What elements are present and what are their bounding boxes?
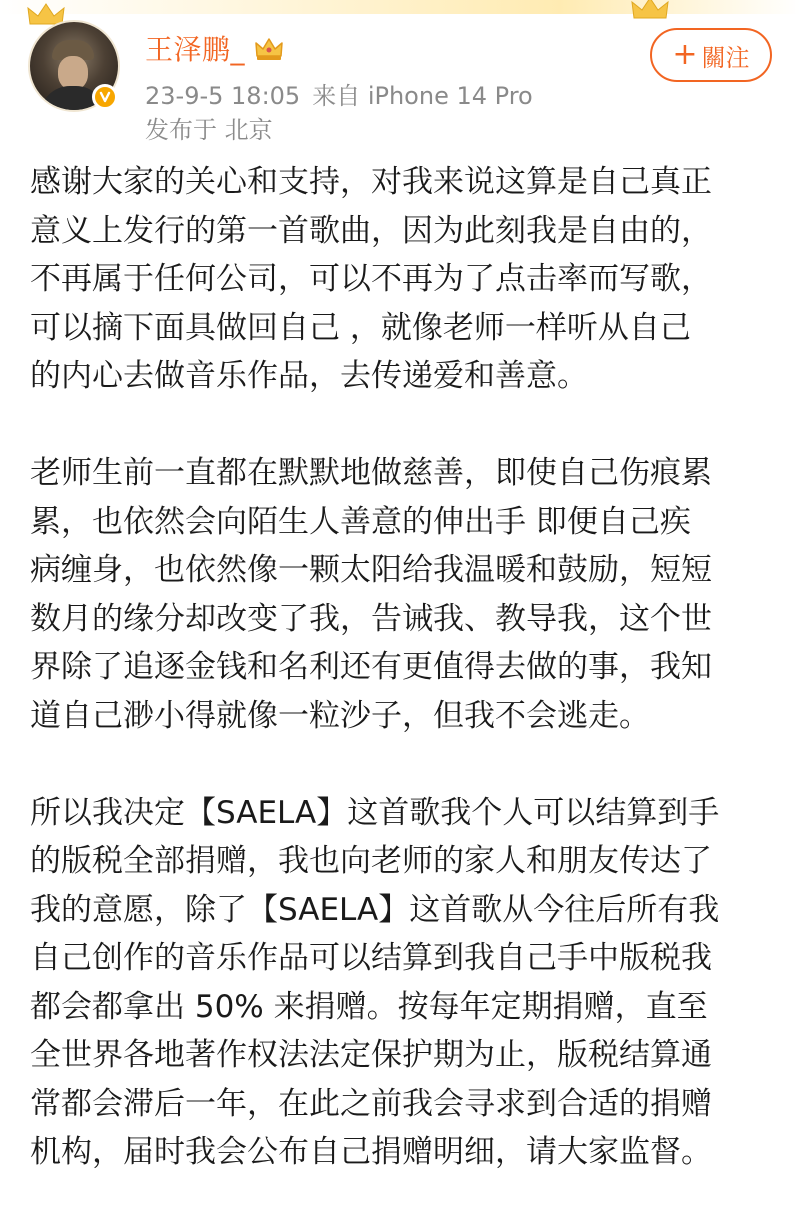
post-body <box>30 158 780 1225</box>
plus-icon: + <box>672 37 698 72</box>
post-line: 病缠身，也依然像一颗太阳给我温暖和鼓励，短短 <box>30 552 712 588</box>
post-line: 道自己渺小得就像一粒沙子，但我不会逃走。 <box>30 697 650 734</box>
verified-badge-icon <box>92 84 118 110</box>
username-row <box>145 28 285 68</box>
post-line: 机构，届时我会公布自己捐赠明细，请大家监督。 <box>30 1134 712 1170</box>
follow-button-label: 關注 <box>701 43 750 72</box>
follow-button[interactable] <box>650 28 772 82</box>
post-timestamp: 23-9-5 18:05 <box>145 82 301 110</box>
crown-icon[interactable] <box>253 34 285 62</box>
post-line: 感谢大家的关心和支持，对我来说这算是自己真正 <box>30 164 712 200</box>
post-source: 来自 iPhone 14 Pro <box>312 82 533 110</box>
post-line: 常都会滞后一年，在此之前我会寻求到合适的捐赠 <box>30 1085 712 1122</box>
post-line: 累，也依然会向陌生人善意的伸出手 即便自己疾 <box>30 503 691 540</box>
post-paragraph <box>30 158 780 401</box>
post-line: 数月的缘分却改变了我，告诫我、教导我，这个世 <box>30 600 712 637</box>
post-paragraph <box>30 789 780 1177</box>
post-line: 自己创作的音乐作品可以结算到我自己手中版税我 <box>30 940 712 976</box>
post-line: 的内心去做音乐作品，去传递爱和善意。 <box>30 358 588 394</box>
avatar[interactable] <box>28 20 122 114</box>
post-line: 所以我决定【SAELA】这首歌我个人可以结算到手 <box>30 794 720 831</box>
post-line: 的版税全部捐赠，我也向老师的家人和朋友传达了 <box>30 843 712 879</box>
post-line: 不再属于任何公司，可以不再为了点击率而写歌， <box>30 261 712 297</box>
post-line: 全世界各地著作权法法定保护期为止，版税结算通 <box>30 1037 712 1073</box>
post-line: 意义上发行的第一首歌曲，因为此刻我是自由的， <box>30 212 712 249</box>
post-meta <box>145 76 545 111</box>
post-line: 界除了追逐金钱和名利还有更值得去做的事，我知 <box>30 649 712 685</box>
post-line: 老师生前一直都在默默地做慈善，即使自己伤痕累 <box>30 455 712 491</box>
post-location: 发布于 北京 <box>145 116 273 144</box>
post-line: 都会都拿出 50% 来捐赠。按每年定期捐赠，直至 <box>30 988 708 1025</box>
post-paragraph <box>30 449 780 740</box>
post-line: 可以摘下面具做回自己 ，就像老师一样听从自己 <box>30 309 691 346</box>
username[interactable]: 王泽鹏_ <box>145 33 246 66</box>
post-line: 我的意愿，除了【SAELA】这首歌从今往后所有我 <box>30 891 720 928</box>
post-header <box>0 0 800 150</box>
